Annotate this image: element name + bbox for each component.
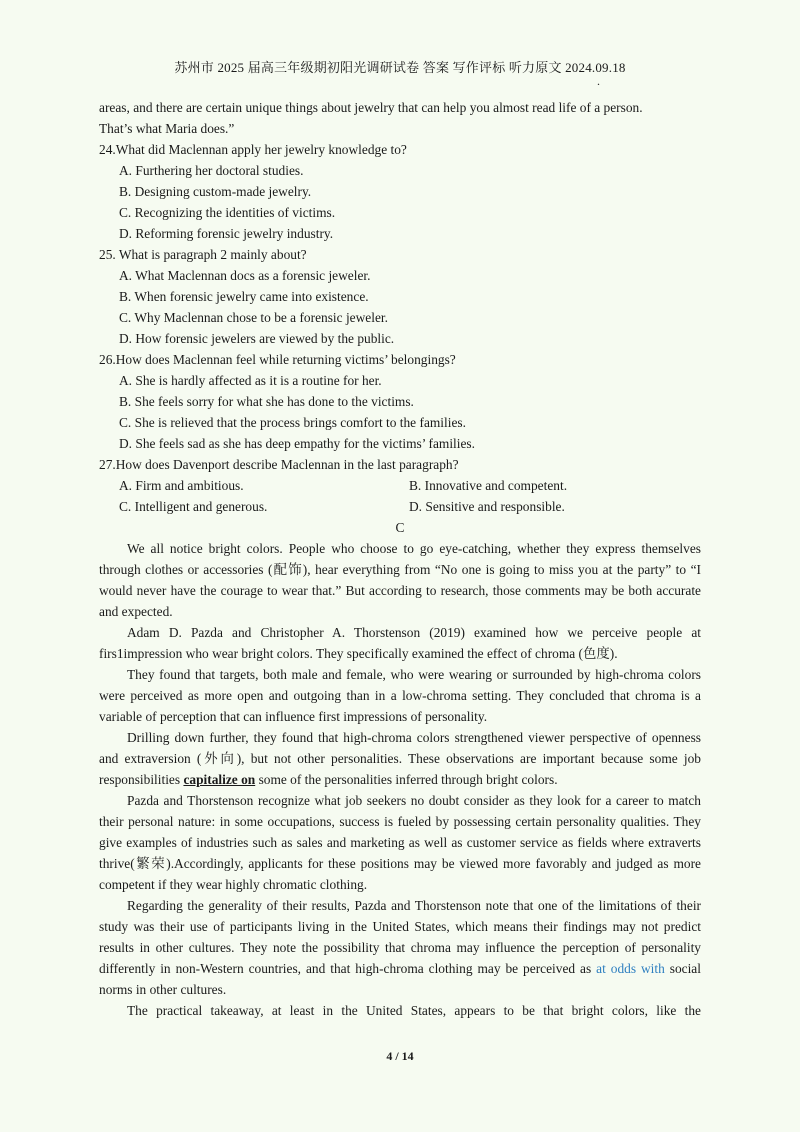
option-c: C. She is relieved that the process brings comfort to the families. [119, 415, 466, 430]
question-stem: 27.How does Davenport describe Maclennan in the last paragraph? [99, 457, 459, 472]
paragraph-text: social norms in other cultures. [99, 961, 701, 997]
header-dot: . [597, 74, 600, 88]
option-d: D. She feels sad as she has deep empathy for the victims’ families. [119, 436, 475, 451]
passage-paragraph-7: The practical takeaway, at least in the United States, appears to be that bright colors, like the [127, 1003, 701, 1018]
paragraph-text: Drilling down further, they found that high-chroma colors strengthened viewer perspective of openness and extraversion (外向), but not other personalities. These observations are important because some job responsibilities [99, 730, 701, 787]
passage-paragraph-5: Pazda and Thorstenson recognize what job seekers no doubt consider as they look for a career to match their personal nature: in some occupations, success is fueled by possessing certain personality qualities. They give examples of industries such as sales and marketing as well as customer service as fields where extraverts thrive(繁荣).Accordingly, applicants for these positions may be viewed more favorably and judged as more competent if they wear highly chromatic clothing. [99, 793, 701, 892]
passage-paragraph-6 [99, 895, 701, 1000]
section-c-title: C [395, 520, 405, 535]
question-stem: 25. What is paragraph 2 mainly about? [99, 247, 307, 262]
page-header: 苏州市 2025 届高三年级期初阳光调研试卷 答案 写作评标 听力原文 2024.09.18 [174, 60, 626, 75]
option-d: D. Sensitive and responsible. [409, 499, 565, 514]
option-a: A. She is hardly affected as it is a routine for her. [119, 373, 382, 388]
passage-paragraph-3: They found that targets, both male and female, who were wearing or surrounded by high-chroma colors were perceived as more open and outgoing than in a low-chroma setting. They concluded that chroma is a variable of perception that can influence first impressions of personality. [99, 667, 701, 724]
passage-paragraph-2: Adam D. Pazda and Christopher A. Thorstenson (2019) examined how we perceive people at firs1impression who wear bright colors. They specifically examined the effect of chroma (色度). [99, 625, 701, 661]
option-b: B. Designing custom-made jewelry. [119, 184, 312, 199]
question-25 [99, 244, 701, 349]
question-stem: 24.What did Maclennan apply her jewelry knowledge to? [99, 142, 407, 157]
options-row-2 [99, 496, 701, 517]
option-d: D. Reforming forensic jewelry industry. [119, 226, 334, 241]
page-content [99, 97, 701, 1021]
option-b: B. She feels sorry for what she has done to the victims. [119, 394, 414, 409]
option-d: D. How forensic jewelers are viewed by the public. [119, 331, 395, 346]
option-b: B. When forensic jewelry came into existence. [119, 289, 369, 304]
intro-line-2: That’s what Maria does.” [99, 121, 235, 136]
paragraph-text: some of the personalities inferred through bright colors. [255, 772, 558, 787]
option-c: C. Intelligent and generous. [119, 499, 268, 514]
key-phrase-capitalize-on: capitalize on [183, 772, 256, 787]
options-row-1 [99, 475, 701, 496]
option-b: B. Innovative and competent. [409, 478, 568, 493]
key-phrase-at-odds-with: at odds with [596, 961, 665, 976]
option-a: A. Firm and ambitious. [119, 478, 244, 493]
question-26 [99, 349, 701, 454]
passage-paragraph-1: We all notice bright colors. People who choose to go eye-catching, whether they express themselves through clothes or accessories (配饰), hear everything from “No one is going to miss you at the party” to “I would never have the courage to wear that.” But according to research, those comments may be both accurate and expected. [99, 541, 701, 619]
option-a: A. What Maclennan docs as a forensic jeweler. [119, 268, 371, 283]
option-c: C. Why Maclennan chose to be a forensic jeweler. [119, 310, 388, 325]
question-27 [99, 454, 701, 517]
option-c: C. Recognizing the identities of victims. [119, 205, 336, 220]
question-stem: 26.How does Maclennan feel while returning victims’ belongings? [99, 352, 456, 367]
passage-paragraph-4 [99, 727, 701, 790]
paragraph-text: Regarding the generality of their results, Pazda and Thorstenson note that one of the limitations of their study was their use of participants living in the United States, which means their findings may not predict results in other cultures. They note the possibility that chroma may influence the perception of personality differently in non-Western countries, and that high-chroma clothing may be perceived as [99, 898, 701, 976]
option-a: A. Furthering her doctoral studies. [119, 163, 304, 178]
question-24 [99, 139, 701, 244]
intro-line-1: areas, and there are certain unique things about jewelry that can help you almost read life of a person. [99, 100, 643, 115]
page-number: 4 / 14 [386, 1049, 414, 1063]
